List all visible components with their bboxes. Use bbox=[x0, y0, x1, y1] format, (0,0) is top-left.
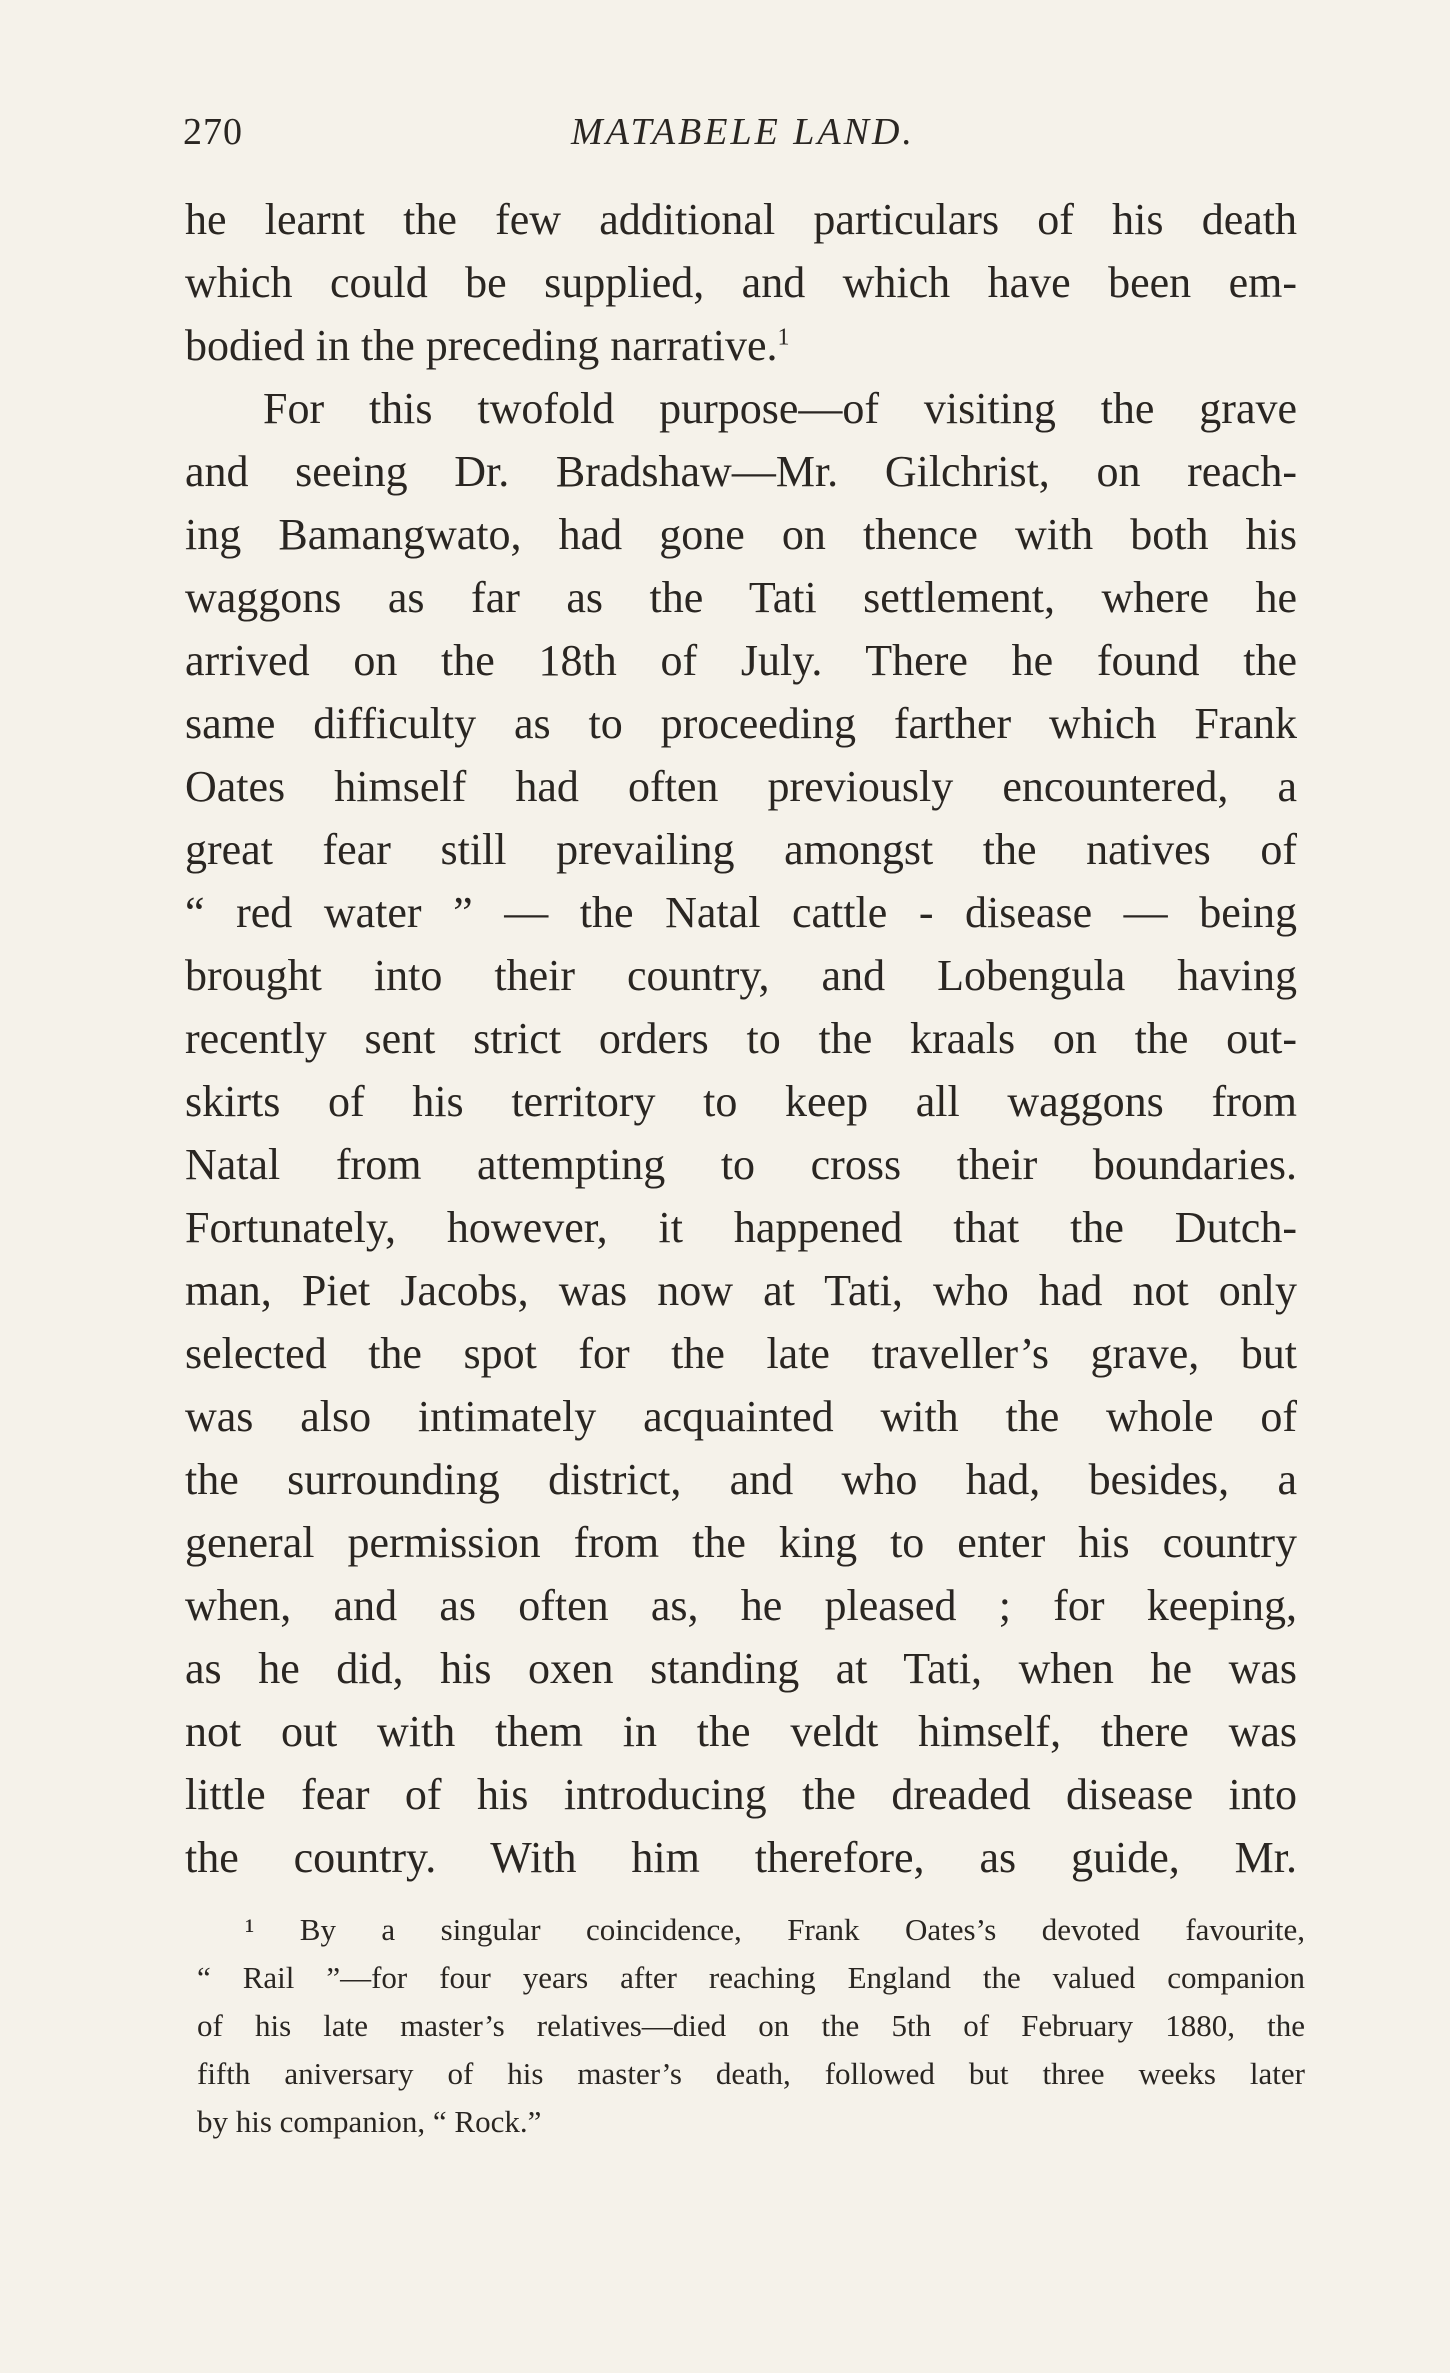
text-line: was also intimately acquainted with the whole of bbox=[185, 1392, 1297, 1441]
text-line: the surrounding district, and who had, besides, a bbox=[185, 1455, 1297, 1504]
text-line: skirts of his territory to keep all waggons from bbox=[185, 1077, 1297, 1126]
text-line: “ red water ” — the Natal cattle - disease — being bbox=[185, 888, 1297, 937]
text-line: Natal from attempting to cross their boundaries. bbox=[185, 1140, 1297, 1189]
footnote-reference: 1 bbox=[777, 324, 790, 351]
footnote bbox=[197, 1906, 1305, 2146]
text-line: and seeing Dr. Bradshaw—Mr. Gilchrist, on reach- bbox=[185, 447, 1297, 496]
text-line: as he did, his oxen standing at Tati, when he was bbox=[185, 1644, 1297, 1693]
text-line: he learnt the few additional particulars of his death bbox=[185, 195, 1297, 244]
text-line: general permission from the king to enter his country bbox=[185, 1518, 1297, 1567]
text-line: Oates himself had often previously encountered, a bbox=[185, 762, 1297, 811]
footnote-line: by his companion, “ Rock.” bbox=[197, 2104, 542, 2139]
running-title: MATABELE LAND. bbox=[571, 111, 915, 153]
body-text bbox=[185, 188, 1297, 1889]
text-line: For this twofold purpose—of visiting the grave bbox=[263, 384, 1297, 433]
footnote-line: of his late master’s relatives—died on the 5th of February 1880, the bbox=[197, 2008, 1305, 2043]
text-line: great fear still prevailing amongst the natives of bbox=[185, 825, 1297, 874]
text-line: not out with them in the veldt himself, there was bbox=[185, 1707, 1297, 1756]
text-line: same difficulty as to proceeding farther which Frank bbox=[185, 699, 1297, 748]
text-line-content: bodied in the preceding narrative. bbox=[185, 321, 778, 370]
text-line: the country. With him therefore, as guide, Mr. bbox=[185, 1833, 1297, 1882]
text-line: brought into their country, and Lobengula having bbox=[185, 951, 1297, 1000]
text-line: selected the spot for the late traveller’s grave, but bbox=[185, 1329, 1297, 1378]
paragraph bbox=[185, 377, 1297, 1889]
text-line: little fear of his introducing the dreaded disease into bbox=[185, 1770, 1297, 1819]
text-line: arrived on the 18th of July. There he found the bbox=[185, 636, 1297, 685]
text-line: recently sent strict orders to the kraals on the out- bbox=[185, 1014, 1297, 1063]
text-line: which could be supplied, and which have been em- bbox=[185, 258, 1297, 307]
page-number: 270 bbox=[183, 111, 243, 153]
text-line: waggons as far as the Tati settlement, where he bbox=[185, 573, 1297, 622]
text-line: when, and as often as, he pleased ; for keeping, bbox=[185, 1581, 1297, 1630]
text-line bbox=[185, 314, 1297, 377]
paragraph bbox=[185, 188, 1297, 377]
text-line: Fortunately, however, it happened that the Dutch- bbox=[185, 1203, 1297, 1252]
text-line: ing Bamangwato, had gone on thence with both his bbox=[185, 510, 1297, 559]
footnote-line: “ Rail ”—for four years after reaching England the valued companion bbox=[197, 1960, 1305, 1995]
footnote-line: fifth aniversary of his master’s death, followed but three weeks later bbox=[197, 2056, 1305, 2091]
page-header bbox=[183, 110, 1303, 160]
footnote-line: ¹ By a singular coincidence, Frank Oates’s devoted favourite, bbox=[245, 1912, 1305, 1947]
text-line: man, Piet Jacobs, was now at Tati, who had not only bbox=[185, 1266, 1297, 1315]
